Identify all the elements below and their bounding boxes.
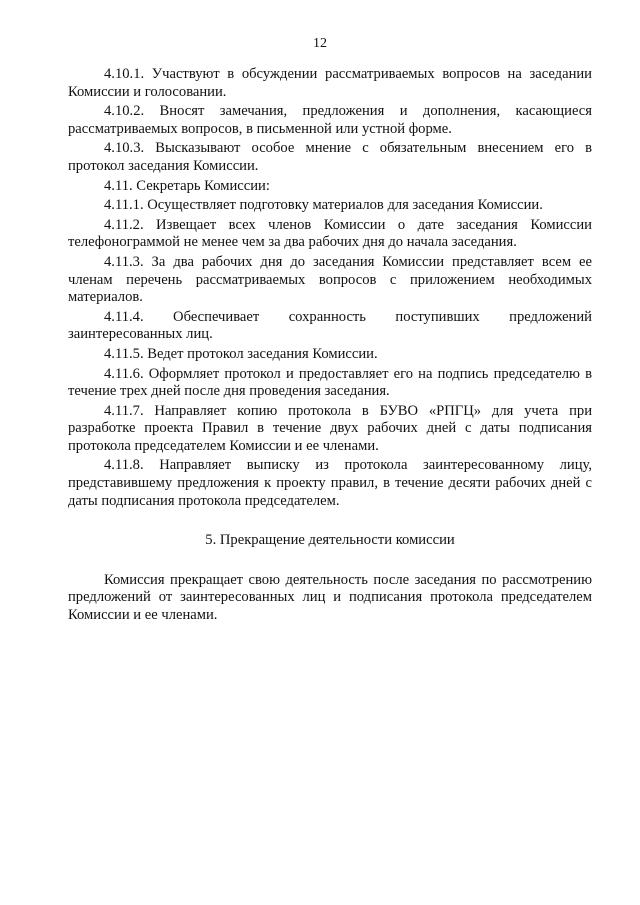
section-heading: 5. Прекращение деятельности комиссии: [205, 532, 455, 549]
page-number: 12: [313, 36, 327, 51]
paragraph-4-11-7: 4.11.7. Направляет копию протокола в БУВО «РПГЦ» для учета при разработке проекта Правил в течение двух рабочих дней с даты подписания протокола председателем Комиссии и ее членами.: [68, 402, 592, 454]
paragraph-4-11-5: 4.11.5. Ведет протокол заседания Комиссии.: [104, 345, 378, 362]
document-body: [68, 66, 592, 627]
paragraph-4-11-1: 4.11.1. Осуществляет подготовку материалов для заседания Комиссии.: [104, 197, 543, 214]
paragraph-4-10-3: 4.10.3. Высказывают особое мнение с обязательным внесением его в протокол заседания Комиссии.: [68, 140, 592, 174]
paragraph-4-11-2: 4.11.2. Извещает всех членов Комиссии о дате заседания Комиссии телефонограммой не менее чем за два рабочих дня до начала заседания.: [68, 216, 592, 251]
paragraph-4-11-3: 4.11.3. За два рабочих дня до заседания Комиссии представляет всем ее членам перечень рассматриваемых вопросов с приложением необходимых материалов.: [68, 253, 592, 306]
paragraph-4-10-2: 4.10.2. Вносят замечания, предложения и дополнения, касающиеся рассматриваемых вопросов, в письменной или устной форме.: [68, 103, 592, 137]
section-5-paragraph: Комиссия прекращает свою деятельность после заседания по рассмотрению предложений от заинтересованных лиц и подписания протокола председателем Комиссии и ее членами.: [68, 571, 592, 624]
paragraph-4-11-8: 4.11.8. Направляет выписку из протокола заинтересованному лицу, представившему предложения к проекту правил, в течение десяти рабочих дней с даты подписания протокола председателем.: [68, 457, 592, 509]
paragraph-4-11-6: 4.11.6. Оформляет протокол и предоставляет его на подпись председателю в течение трех дней после дня проведения заседания.: [68, 365, 592, 400]
paragraph-4-10-1: 4.10.1. Участвуют в обсуждении рассматриваемых вопросов на заседании Комиссии и голосовании.: [68, 66, 592, 100]
paragraph-4-11: 4.11. Секретарь Комиссии:: [104, 177, 270, 194]
paragraph-4-11-4: 4.11.4. Обеспечивает сохранность поступивших предложений заинтересованных лиц.: [68, 308, 592, 343]
